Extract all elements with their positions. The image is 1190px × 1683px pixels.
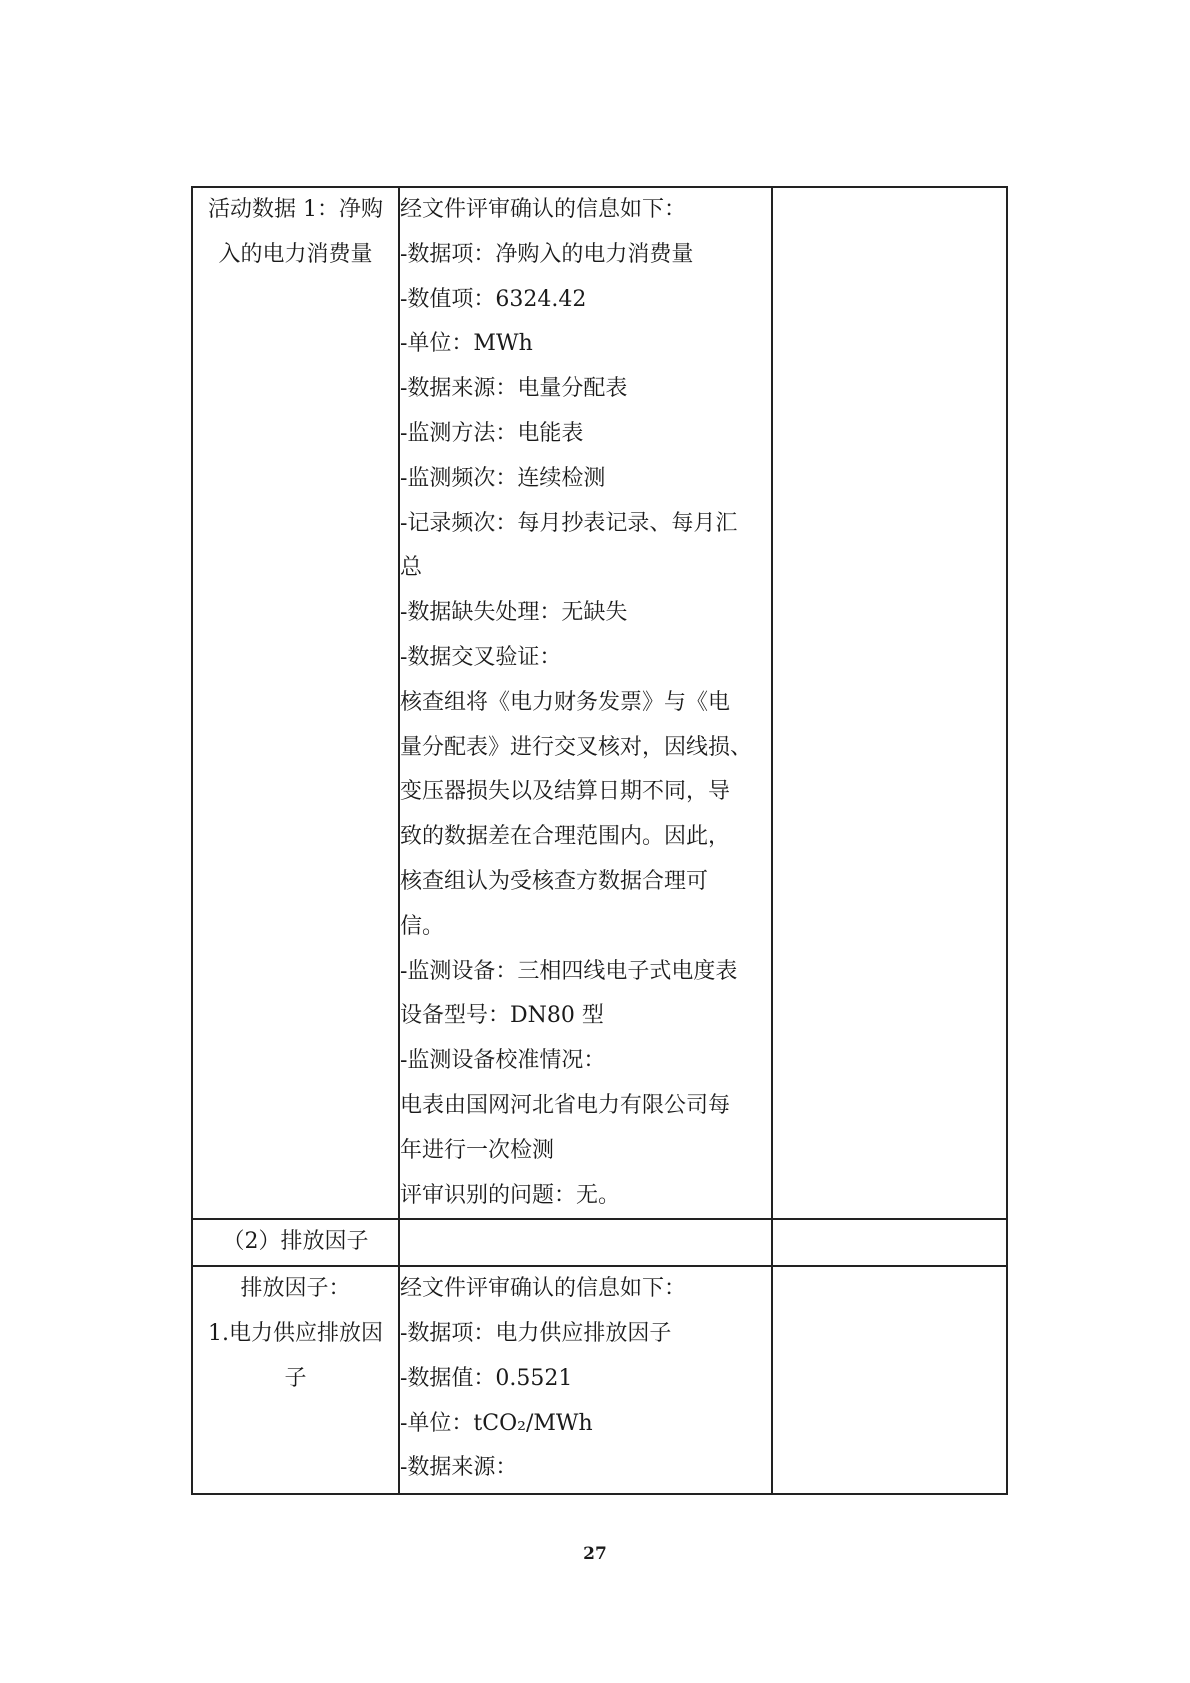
activity-data-label-cell — [192, 187, 399, 1219]
content-line: -监测设备：三相四线电子式电度表 — [400, 958, 738, 984]
table-row-emission-factor — [192, 1266, 1007, 1494]
emission-factor-remarks-cell — [772, 1266, 1007, 1494]
content-line: 经文件评审确认的信息如下： — [400, 197, 687, 222]
content-line: -数据值：0.5521 — [400, 1365, 573, 1391]
content-line: -数据交叉验证： — [400, 644, 562, 670]
label-line: 入的电力消费量 — [218, 241, 373, 267]
table-row-emission-factor-header — [192, 1219, 1007, 1266]
label-line: 1.电力供应排放因 — [208, 1320, 383, 1346]
content-line: -监测方法：电能表 — [400, 420, 584, 446]
content-line: 致的数据差在合理范围内。因此， — [400, 824, 731, 850]
content-line: 年进行一次检测 — [400, 1137, 555, 1163]
content-line: 核查组认为受核查方数据合理可 — [400, 868, 709, 894]
emission-factor-section-label: （2）排放因子 — [192, 1219, 399, 1266]
content-line: 评审识别的问题：无。 — [400, 1182, 621, 1208]
content-line: -数据来源： — [400, 1455, 518, 1481]
label-line: 排放因子： — [240, 1276, 351, 1302]
content-line: 总 — [400, 555, 423, 581]
content-line: 量分配表》进行交叉核对，因线损、 — [400, 734, 753, 760]
label-line: 活动数据 1：净购 — [208, 197, 383, 222]
content-line: -监测设备校准情况： — [400, 1048, 606, 1074]
content-line: -数据项：净购入的电力消费量 — [400, 241, 694, 267]
content-line: 经文件评审确认的信息如下： — [400, 1276, 687, 1302]
content-line: -数值项：6324.42 — [400, 286, 587, 312]
emission-factor-section-remarks — [772, 1219, 1007, 1266]
content-line: -数据来源：电量分配表 — [400, 376, 628, 402]
page-number: 27 — [583, 1544, 607, 1564]
content-line: -单位：tCO₂/MWh — [400, 1410, 593, 1436]
content-line: 设备型号：DN80 型 — [400, 1003, 604, 1029]
content-line: 核查组将《电力财务发票》与《电 — [400, 689, 731, 715]
content-line: -数据项：电力供应排放因子 — [400, 1320, 672, 1346]
content-line: 电表由国网河北省电力有限公司每 — [400, 1092, 731, 1118]
verification-table — [191, 186, 1008, 1495]
label-line: 子 — [284, 1365, 307, 1391]
content-line: 变压器损失以及结算日期不同，导 — [400, 779, 731, 805]
emission-factor-section-content — [399, 1219, 772, 1266]
emission-factor-content-cell — [399, 1266, 772, 1494]
content-line: -监测频次：连续检测 — [400, 465, 606, 491]
activity-data-remarks-cell — [772, 187, 1007, 1219]
table-row-activity-data — [192, 187, 1007, 1219]
content-line: -数据缺失处理：无缺失 — [400, 600, 628, 626]
emission-factor-label-cell — [192, 1266, 399, 1494]
content-line: -单位：MWh — [400, 331, 533, 357]
content-line: 信。 — [400, 913, 445, 939]
activity-data-content-cell — [399, 187, 772, 1219]
content-line: -记录频次：每月抄表记录、每月汇 — [400, 510, 738, 536]
